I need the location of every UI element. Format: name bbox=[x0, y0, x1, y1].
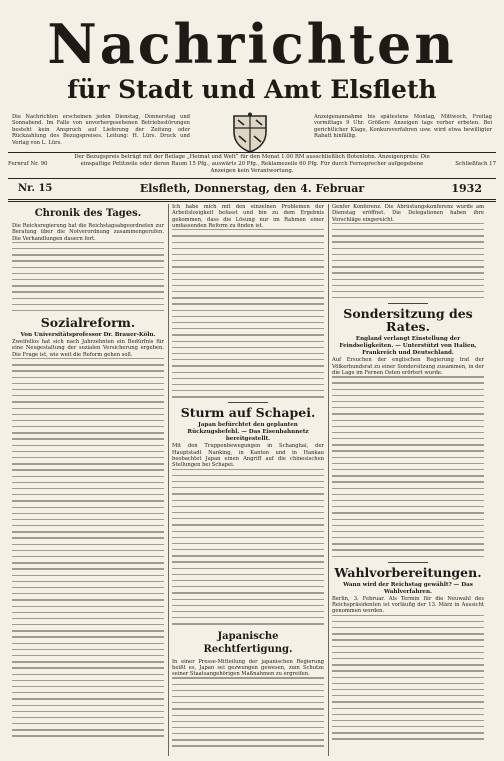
column-2 bbox=[172, 204, 324, 756]
article-columns bbox=[12, 204, 492, 756]
divider-line bbox=[8, 201, 496, 202]
article-subheading: Wann wird der Reichstag gewählt? — Das Wahlverfahren. bbox=[343, 581, 473, 595]
divider-line bbox=[8, 152, 496, 153]
issue-date: Elsfleth, Donnerstag, den 4. Februar bbox=[139, 182, 365, 195]
po-box: Schließfach 17 bbox=[455, 161, 496, 167]
divider-line bbox=[8, 199, 496, 200]
article-subheading: Japan befürchtet den geplanten Rückzugsbefehl. — Das Eisenbahnnetz bereitgestellt. bbox=[187, 422, 309, 443]
text-lines bbox=[332, 615, 484, 740]
divider-line bbox=[8, 178, 496, 179]
newspaper-title: Nachrichten bbox=[47, 12, 457, 76]
newspaper-subtitle: für Stadt und Amt Elsfleth bbox=[67, 75, 437, 104]
article-heading: Chronik des Tages. bbox=[34, 208, 142, 219]
price-info bbox=[8, 154, 496, 176]
article-byline: Von Universitätsprofessor Dr. Brauer-Köln. bbox=[20, 332, 156, 339]
text-lines bbox=[12, 358, 164, 737]
divider-line bbox=[228, 402, 268, 403]
dateline bbox=[8, 181, 496, 197]
article-text: Zweifellos hat sich nach Jahrzehnten ein Bedürfnis für eine Neugestaltung der sozialen Versicherung ergeben. Die Frage ist, wie weit die Reform gehen soll. bbox=[12, 339, 164, 358]
article-heading: Sturm auf Schapei. bbox=[180, 405, 316, 421]
masthead bbox=[8, 6, 496, 156]
article-heading: Wahlvorbereitungen. bbox=[334, 564, 482, 580]
issue-number: Nr. 15 bbox=[18, 183, 53, 194]
article-text: Auf Ersuchen der englischen Regierung trat der Völkerbundsrat zu einer Sondersitzung zusammen, in der die Lage im Fernen Osten erörtert wurde. bbox=[332, 357, 484, 376]
text-lines bbox=[172, 469, 324, 625]
article-text: Mit den Truppenbewegungen in Schanghai, der Hauptstadt Nanking, in Kanton und in Hankau beobachtet Japan einen Angriff auf die chinesischen Stellungen bei Schapei. bbox=[172, 443, 324, 469]
article-subheading: England verlangt Einstellung der Feindseligkeiten. — Unterstützt von Italien, Frankreich und Deutschland. bbox=[339, 336, 477, 357]
text-lines bbox=[12, 242, 164, 311]
article-heading: Sozialreform. bbox=[40, 315, 136, 331]
subscription-prices: Der Bezugspreis beträgt mit der Beilage „Heimat und Welt“ für den Monat 1.00 RM ausschließlich Botenlohn. Anzeigenpreis: Die einspaltige Petitzeile oder deren Raum 15 Pfg., auswärts 20 Pfg., Reklamezeile 60 Pfg. Für durch Fernsprecher aufgegebene Anzeigen kein Verantwortung. bbox=[74, 154, 430, 174]
column-3 bbox=[332, 204, 484, 756]
article-text: Die Reichsregierung hat die Reichstagsabgeordneten zur Beratung über die Notverordnung zusammengerufen. Die Verhandlungen dauern fort. bbox=[12, 223, 164, 242]
text-lines bbox=[172, 229, 324, 397]
article-text: Genfer Konferenz. Die Abrüstungskonferenz wurde am Dienstag eröffnet. Die Delegationen haben ihre Vorschläge eingereicht. bbox=[332, 204, 484, 223]
article-heading: Japanische Rechtfertigung. bbox=[203, 630, 293, 655]
divider-line bbox=[388, 562, 428, 563]
text-lines bbox=[172, 677, 324, 746]
article-heading: Sondersitzung des Rates. bbox=[343, 306, 473, 335]
coat-of-arms-icon bbox=[230, 112, 270, 154]
article-text: In einer Presse-Mitteilung der japanischen Regierung heißt es, Japan sei gezwungen gewesen, zum Schutze seiner Staatsangehörigen Maßnahmen zu ergreifen. bbox=[172, 658, 324, 678]
article-text: Ich habe mich mit den einzelnen Problemen der Arbeitslosigkeit befasst und bin zu dem Ergebnis gekommen, dass die Lösung nur im Rahmen einer umfassenden Reform zu finden ist. bbox=[172, 204, 324, 229]
article-text: Berlin, 3. Februar. Als Termin für die Neuwahl des Reichspräsidenten ist vorläufig der 13. März in Aussicht genommen worden. bbox=[332, 595, 484, 615]
phone-number: Fernruf Nr. 90 bbox=[8, 161, 48, 167]
issue-year: 1932 bbox=[451, 182, 482, 195]
text-lines bbox=[332, 376, 484, 557]
publication-notice: Die Nachrichten erscheinen jeden Dienstag, Donnerstag und Sonnabend. Im Falle von unvorhergesehenen Betriebsstörungen besteht kein Anspruch auf Lieferung der Zeitung oder Rückzahlung des Bezugspreises. Leitung: H. Lürs. Druck und Verlag von L. Lürs. bbox=[12, 114, 190, 146]
text-lines bbox=[332, 223, 484, 299]
advertising-notice: Anzeigenannahme bis spätestens Montag, Mittwoch, Freitag vormittags 9 Uhr. Größere Anzeigen tags vorher erbeten. Bei gerichtlicher Klage, Konkursverfahren usw. wird etwa bewilligter Rabatt hinfällig. bbox=[314, 114, 492, 140]
column-1 bbox=[12, 204, 164, 756]
divider-line bbox=[388, 303, 428, 304]
